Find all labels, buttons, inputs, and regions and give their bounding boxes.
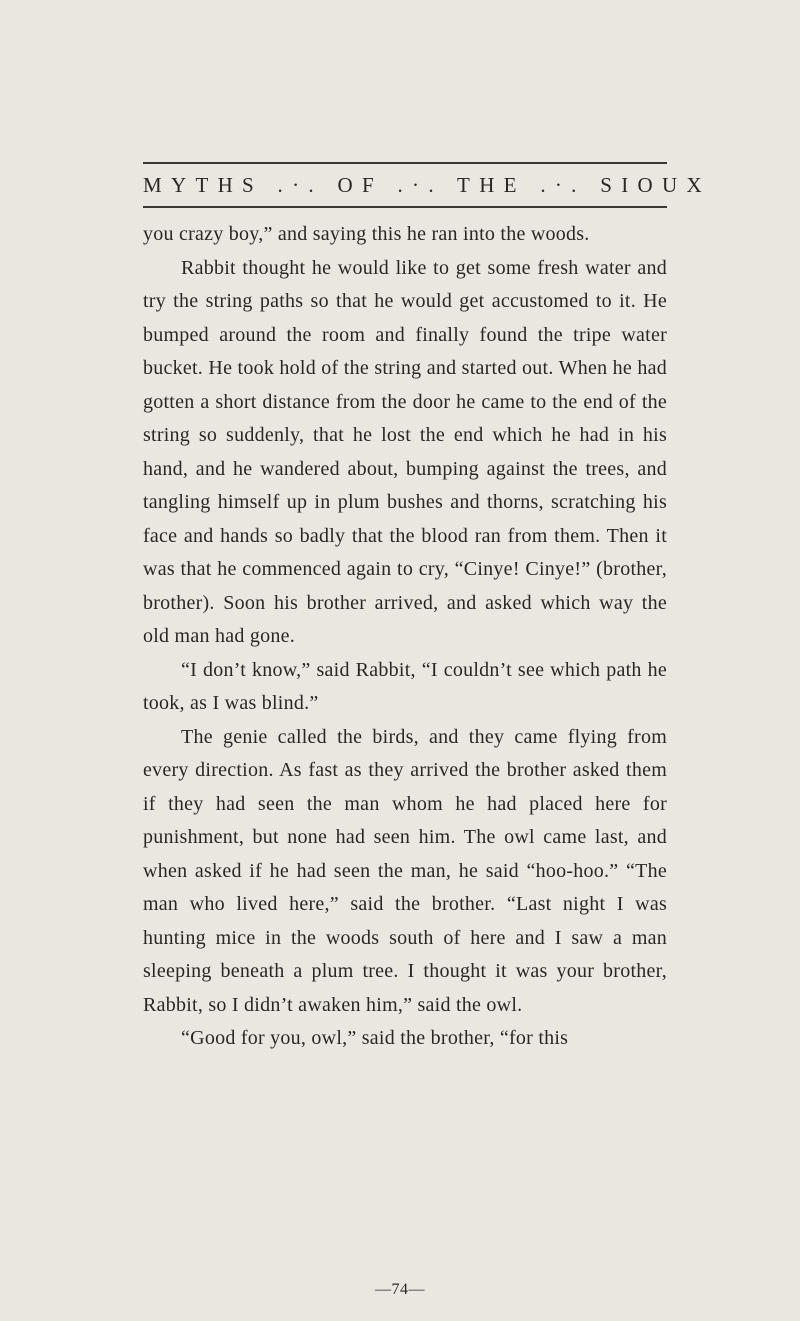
paragraph: Rabbit thought he would like to get some fresh water and try the string paths so that he would get accustomed to it. He bumped around the room and finally found the tripe water bucket. He took hold of the string and started out. When he had gotten a short distance from the door he came to the end of the string so suddenly, that he lost the end which he had in his hand, and he wandered about, bumping against the trees, and tangling himself up in plum bushes and thorns, scratching his face and hands so badly that the blood ran from them. Then it was that he commenced again to cry, “Cinye! Cinye!” (brother, brother). Soon his brother arrived, and asked which way the old man had gone. <box>143 256 667 647</box>
paragraph: The genie called the birds, and they came flying from every direction. As fast as they arrived the brother asked them if they had seen the man whom he had placed here for punishment, but none had seen him. The owl came last, and when asked if he had seen the man, he said “hoo-hoo.” “The man who lived here,” said the brother. “Last night I was hunting mice in the woods south of here and I saw a man sleeping beneath a plum tree. I thought it was your brother, Rabbit, so I didn’t awaken him,” said the owl. <box>143 725 667 1016</box>
paragraph: “I don’t know,” said Rabbit, “I couldn’t see which path he took, as I was blind.” <box>143 658 667 714</box>
paragraph: “Good for you, owl,” said the brother, “for this <box>181 1027 569 1049</box>
header-top-rule <box>143 162 667 164</box>
running-title: MYTHS .·. OF .·. THE .·. SIOUX <box>143 173 711 197</box>
paragraph-continued: you crazy boy,” and saying this he ran into the woods. <box>143 223 590 245</box>
running-header <box>143 162 711 208</box>
page-number: —74— <box>375 1281 425 1298</box>
header-bottom-rule <box>143 206 667 208</box>
body-text <box>143 218 667 1056</box>
